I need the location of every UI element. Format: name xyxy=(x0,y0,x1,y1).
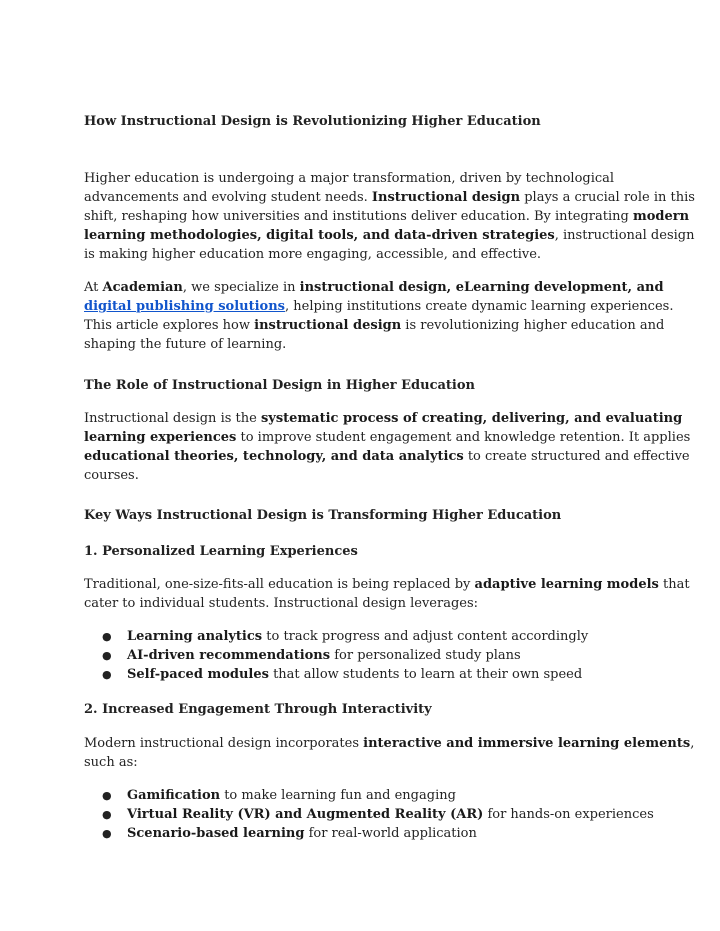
bullet-icon: ● xyxy=(102,808,112,821)
about-line-4: shaping the future of learning. xyxy=(84,337,287,352)
role-heading: The Role of Instructional Design in Higher Education xyxy=(84,378,475,393)
key-ways-heading: Key Ways Instructional Design is Transforming Higher Education xyxy=(84,508,562,523)
intro-line-4: learning methodologies, digital tools, and data-driven strategies, instructional design xyxy=(84,228,695,243)
role-line-2: learning experiences to improve student engagement and knowledge retention. It applies xyxy=(84,430,691,445)
section-2-line-1: Modern instructional design incorporates interactive and immersive learning elements, xyxy=(84,736,695,751)
about-line-3: This article explores how instructional design is revolutionizing higher education and xyxy=(84,318,665,333)
section-2-heading: 2. Increased Engagement Through Interactivity xyxy=(84,702,432,717)
bullet-icon: ● xyxy=(102,649,112,662)
intro-line-3: shift, reshaping how universities and institutions deliver education. By integrating modern xyxy=(84,209,690,224)
role-line-1: Instructional design is the systematic process of creating, delivering, and evaluating xyxy=(84,411,683,426)
section-1-heading: 1. Personalized Learning Experiences xyxy=(84,544,358,559)
intro-line-2: advancements and evolving student needs. Instructional design plays a crucial role in this xyxy=(84,190,695,205)
intro-line-5: is making higher education more engaging, accessible, and effective. xyxy=(84,247,542,262)
bullet-icon: ● xyxy=(102,630,112,643)
about-line-2: digital publishing solutions, helping institutions create dynamic learning experiences. xyxy=(84,299,674,314)
section-1-line-2: cater to individual students. Instructional design leverages: xyxy=(84,596,479,611)
role-line-4: courses. xyxy=(84,468,139,483)
list-item: Gamification to make learning fun and engaging xyxy=(127,788,456,803)
bullet-icon: ● xyxy=(102,789,112,802)
document-title: How Instructional Design is Revolutionizing Higher Education xyxy=(84,114,541,129)
section-2-line-2: such as: xyxy=(84,755,138,770)
digital-publishing-link[interactable]: digital publishing solutions xyxy=(84,299,285,314)
list-item: Self-paced modules that allow students to learn at their own speed xyxy=(127,667,583,682)
list-item: AI-driven recommendations for personalized study plans xyxy=(127,648,521,663)
role-line-3: educational theories, technology, and data analytics to create structured and effective xyxy=(84,449,690,464)
list-item: Scenario-based learning for real-world application xyxy=(127,826,477,841)
list-item: Learning analytics to track progress and adjust content accordingly xyxy=(127,629,589,644)
intro-line-1: Higher education is undergoing a major transformation, driven by technological xyxy=(84,171,615,186)
bullet-icon: ● xyxy=(102,827,112,840)
list-item: Virtual Reality (VR) and Augmented Reality (AR) for hands-on experiences xyxy=(127,807,654,822)
section-1-line-1: Traditional, one-size-fits-all education is being replaced by adaptive learning models that xyxy=(84,577,690,592)
bullet-icon: ● xyxy=(102,668,112,681)
about-line-1: At Academian, we specialize in instructional design, eLearning development, and xyxy=(84,280,664,295)
